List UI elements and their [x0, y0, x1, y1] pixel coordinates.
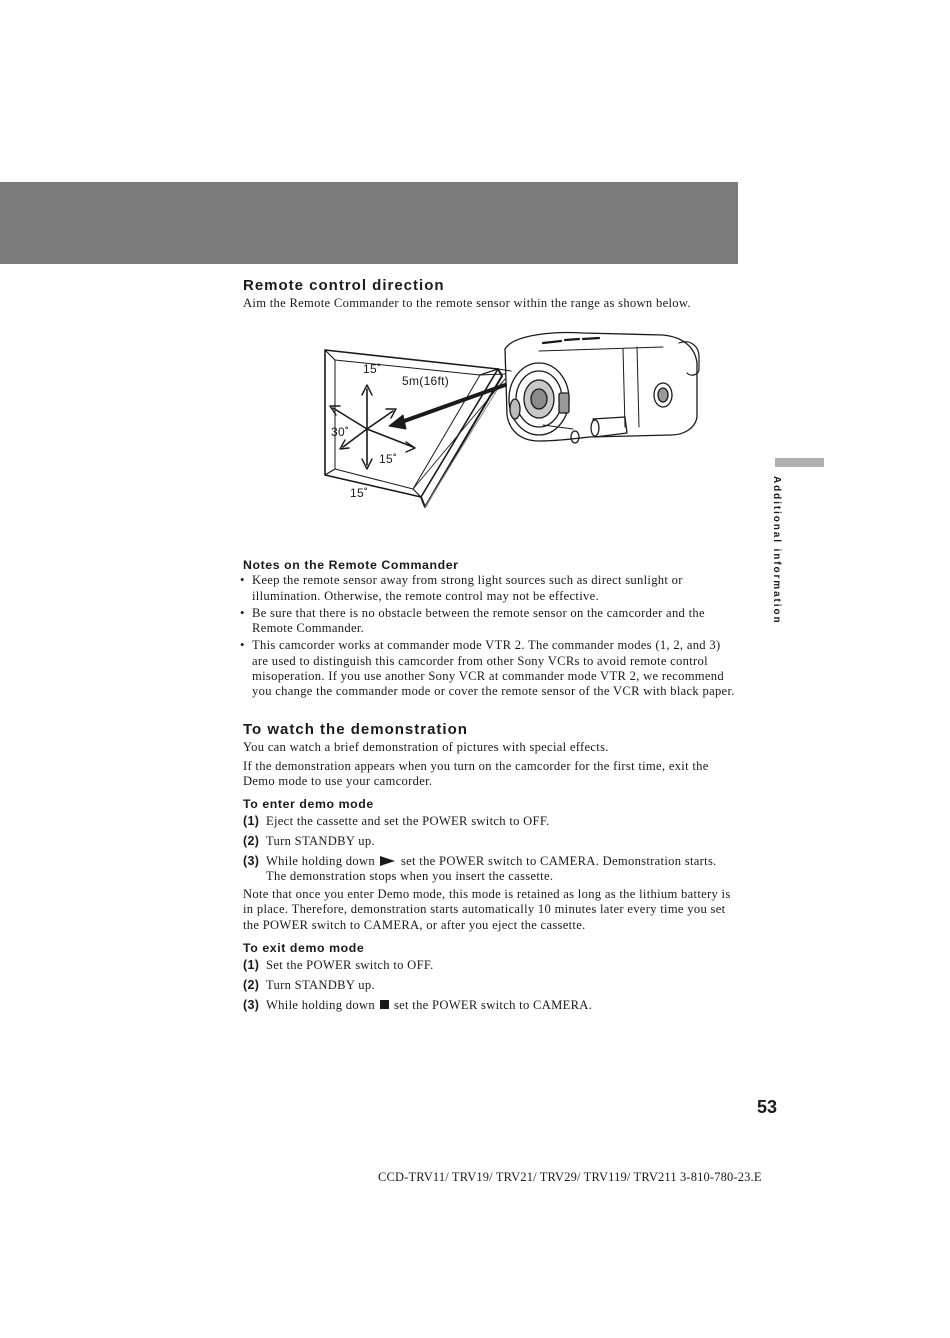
enter-demo-steps [243, 814, 738, 885]
step-item [243, 958, 738, 974]
note-item [240, 573, 738, 604]
demo-heading: To watch the demonstration [243, 720, 468, 738]
section-label-text: Additional information [771, 476, 782, 625]
remote-direction-intro: Aim the Remote Commander to the remote sensor within the range as shown below. [243, 296, 691, 310]
step-text: Turn STANDBY up. [266, 978, 375, 993]
step-text: set the POWER switch to CAMERA. Demonstration starts. The demonstration stops when you insert the cassette. [266, 853, 717, 884]
remote-range-illustration [243, 329, 738, 545]
remote-direction-heading: Remote control direction [243, 277, 445, 294]
model-footer: CCD-TRV11/ TRV19/ TRV21/ TRV29/ TRV119/ TRV211 3-810-780-23.E [378, 1170, 762, 1184]
distance-label: 5m(16ft) [402, 374, 450, 389]
section-side-label [764, 476, 788, 625]
demo-mode-note: Note that once you enter Demo mode, this mode is retained as long as the lithium battery is in place. Therefore, demonstration starts automatically 10 minutes later every time you set the POWER switch to CAMERA, or after you eject the cassette. [243, 886, 731, 932]
step-number: (2) [243, 833, 260, 848]
step-number: (2) [243, 978, 260, 993]
angle-left-label: 30˚ [331, 425, 350, 440]
step-item [243, 854, 738, 885]
angle-top-label: 15˚ [363, 362, 382, 377]
bullet: • [240, 605, 245, 620]
step-number: (1) [243, 813, 260, 828]
step-item [243, 978, 738, 994]
step-text: Turn STANDBY up. [266, 833, 375, 848]
angle-bottom-label: 15˚ [350, 486, 369, 501]
step-number: (3) [243, 998, 260, 1013]
note-text: Keep the remote sensor away from strong light sources such as direct sunlight or illumination. Otherwise, the remote control may not be effective. [252, 573, 683, 603]
section-tab-marker [775, 458, 824, 467]
step-item [243, 834, 738, 850]
remote-range-figure [243, 329, 738, 545]
page-number: 53 [757, 1097, 778, 1117]
step-number: (1) [243, 957, 260, 972]
demo-intro: You can watch a brief demonstration of pictures with special effects. [243, 739, 609, 754]
step-text: While holding down [266, 998, 375, 1013]
header-banner [0, 182, 738, 264]
play-icon [380, 856, 395, 866]
angle-center-label: 15˚ [379, 452, 398, 467]
note-text: Be sure that there is no obstacle between the remote sensor on the camcorder and the Remote Commander. [252, 605, 705, 636]
exit-demo-heading: To exit demo mode [243, 940, 365, 955]
camcorder-illustration [505, 333, 699, 443]
note-item [240, 638, 738, 699]
note-item [240, 605, 738, 637]
notes-heading: Notes on the Remote Commander [243, 558, 459, 573]
note-text: This camcorder works at commander mode VTR 2. The commander modes (1, 2, and 3) are used to distinguish this camcorder from other Sony VCRs to avoid remote control misoperation. If you use another Sony VCR at commander mode VTR 2, we recommend you change the commander mode or cover the remote sensor of the VCR with black paper. [252, 638, 735, 699]
demo-intro-exit: If the demonstration appears when you turn on the camcorder for the first time, exit the Demo mode to use your camcorder. [243, 758, 709, 789]
exit-demo-steps [243, 958, 738, 1014]
step-number: (3) [243, 853, 260, 868]
stop-icon [380, 1000, 389, 1009]
step-text: Eject the cassette and set the POWER switch to OFF. [266, 813, 550, 828]
step-item [243, 814, 738, 830]
step-text: While holding down [266, 853, 375, 868]
step-item [243, 998, 738, 1014]
step-text: set the POWER switch to CAMERA. [393, 998, 593, 1013]
bullet: • [240, 573, 245, 588]
notes-list [240, 573, 738, 699]
enter-demo-heading: To enter demo mode [243, 796, 374, 811]
bullet: • [240, 638, 245, 653]
main-content [240, 276, 738, 1018]
step-text: Set the POWER switch to OFF. [266, 957, 434, 972]
